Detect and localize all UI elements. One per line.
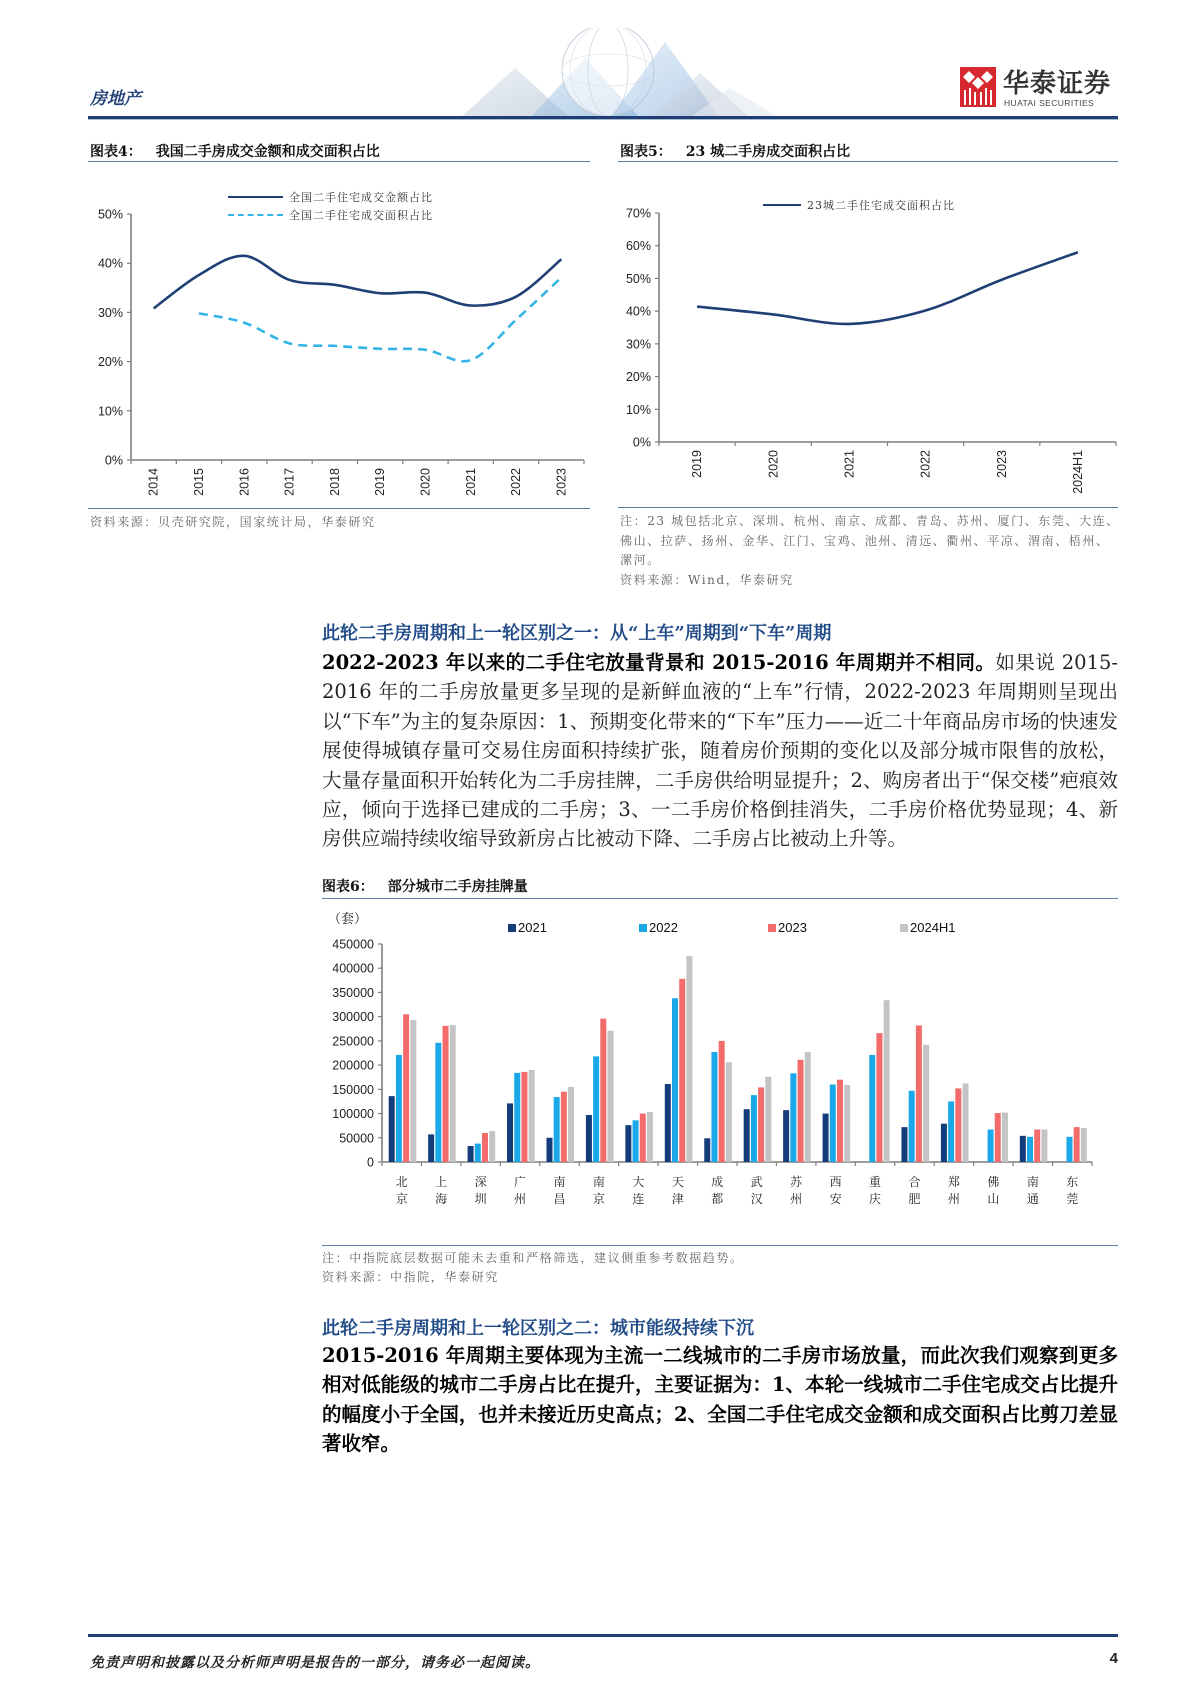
- x-category-label: 连: [632, 1192, 645, 1206]
- x-category-label: 京: [395, 1192, 408, 1206]
- bar: [884, 1000, 890, 1162]
- bar: [963, 1084, 969, 1162]
- bar: [428, 1134, 434, 1162]
- huatai-logo-icon: [960, 67, 996, 107]
- section1-heading: 此轮二手房周期和上一轮区别之一：从“上车”周期到“下车”周期: [322, 623, 832, 644]
- section1-body-text: 如果说 2015-2016 年的二手房放量更多呈现的是新鲜血液的“上车”行情，2022-2023 年周期则呈现出以“下车”为主的复杂原因：1、预期变化带来的“下车”压力——近二十年商品房市场的快速发展使得城镇存量可交易住房面积持续扩张，随着房价预期的变化以及部分城市限售的放松，大量存量面积开始转化为二手房挂牌，二手房供给明显提升；2、购房者出于“保交楼”疤痕效应，倾向于选择已建成的二手房；3、一二手房价格倒挂消失，二手房价格优势显现；4、新房供应端持续收缩导致新房占比被动下降、二手房占比被动上升等。: [322, 651, 1118, 851]
- bar: [489, 1131, 495, 1162]
- x-category-label: 南: [1026, 1175, 1039, 1189]
- legend-swatch-icon: [900, 924, 908, 932]
- bar: [823, 1114, 829, 1162]
- bar: [450, 1025, 456, 1162]
- y-tick-label: 10%: [97, 404, 123, 419]
- bar: [923, 1045, 929, 1162]
- y-tick-label: 350000: [332, 985, 374, 1000]
- bar: [726, 1062, 732, 1162]
- y-tick-label: 0%: [632, 435, 651, 450]
- x-category-label: 2021: [842, 450, 857, 478]
- x-category-label: 郑: [947, 1175, 960, 1189]
- y-tick-label: 50%: [625, 271, 651, 286]
- section2-heading: 此轮二手房周期和上一轮区别之二：城市能级持续下沉: [322, 1318, 754, 1339]
- x-category-label: 2015: [191, 468, 206, 496]
- x-category-label: 南: [553, 1175, 566, 1189]
- brand-name-cn: 华泰证券: [1003, 69, 1112, 99]
- x-category-label: 上: [435, 1175, 448, 1189]
- figure6-legend-2021: [508, 920, 547, 935]
- y-tick-label: 60%: [625, 239, 651, 254]
- x-category-label: 北: [395, 1175, 408, 1189]
- bar: [744, 1109, 750, 1162]
- bar: [435, 1043, 441, 1162]
- x-category-label: 2024H1: [1070, 450, 1085, 494]
- x-category-label: 汉: [750, 1192, 763, 1206]
- y-tick-label: 150000: [332, 1082, 374, 1097]
- bar: [561, 1092, 567, 1162]
- bar: [1002, 1113, 1008, 1162]
- bar: [686, 956, 692, 1162]
- figure5-source: 资料来源：Wind，华泰研究: [620, 573, 794, 587]
- y-tick-label: 70%: [625, 206, 651, 221]
- bar: [909, 1091, 915, 1162]
- x-category-label: 山: [987, 1192, 1000, 1206]
- x-category-label: 州: [947, 1192, 960, 1206]
- bar: [554, 1097, 560, 1162]
- y-tick-label: 40%: [625, 304, 651, 319]
- bar: [1081, 1128, 1087, 1162]
- x-category-label: 2019: [373, 468, 388, 496]
- x-category-label: 重: [869, 1175, 882, 1189]
- bar: [869, 1055, 875, 1162]
- bar: [805, 1052, 811, 1162]
- x-category-label: 2022: [509, 468, 524, 496]
- bar: [640, 1114, 646, 1162]
- x-category-label: 合: [908, 1175, 921, 1189]
- bar: [507, 1103, 513, 1162]
- figure5-title-text: 23 城二手房成交面积占比: [685, 144, 851, 160]
- figure4-title-text: 我国二手房成交金额和成交面积占比: [155, 144, 380, 160]
- legend-label: 2022: [649, 920, 678, 935]
- bar: [1066, 1137, 1072, 1162]
- x-category-label: 津: [671, 1192, 684, 1206]
- bar: [1074, 1127, 1080, 1162]
- figure5-line-chart: [618, 168, 1118, 506]
- bar: [901, 1127, 907, 1162]
- bar: [546, 1138, 552, 1162]
- y-tick-label: 30%: [97, 305, 123, 320]
- bar: [790, 1073, 796, 1162]
- page-number: 4: [1109, 1650, 1118, 1667]
- x-category-label: 深: [474, 1175, 487, 1189]
- y-tick-label: 100000: [332, 1107, 374, 1122]
- figure6-unit-label: （套）: [328, 912, 368, 927]
- x-category-label: 大: [632, 1175, 645, 1189]
- bar: [988, 1130, 994, 1162]
- figure6-source: 资料来源：中指院，华泰研究: [322, 1270, 499, 1284]
- bar: [468, 1146, 474, 1162]
- y-tick-label: 50%: [97, 207, 123, 222]
- figure4-title-rule: [88, 161, 590, 162]
- bar: [608, 1031, 614, 1162]
- bar: [711, 1052, 717, 1162]
- bar: [593, 1056, 599, 1162]
- x-category-label: 2023: [994, 450, 1009, 478]
- bar: [751, 1095, 757, 1162]
- figure4-title: [90, 141, 380, 161]
- bar: [916, 1025, 922, 1162]
- y-tick-label: 40%: [97, 256, 123, 271]
- y-tick-label: 20%: [625, 370, 651, 385]
- bar: [948, 1101, 954, 1162]
- x-category-label: 成: [711, 1175, 724, 1189]
- legend-label: 2024H1: [910, 920, 956, 935]
- footer-disclaimer: 免责声明和披露以及分析师声明是报告的一部分，请务必一起阅读。: [90, 1655, 540, 1671]
- bar: [625, 1125, 631, 1162]
- bar: [600, 1019, 606, 1162]
- bar: [995, 1113, 1001, 1162]
- x-category-label: 京: [592, 1192, 605, 1206]
- bar: [758, 1087, 764, 1162]
- bar: [410, 1020, 416, 1162]
- figure6-bar-chart: [322, 936, 1118, 1208]
- y-tick-label: 0%: [104, 453, 123, 468]
- x-category-label: 州: [790, 1192, 803, 1206]
- bar: [941, 1124, 947, 1162]
- bar: [1027, 1137, 1033, 1162]
- figure5-label: 图表5：: [620, 144, 672, 160]
- figure6-note: 注：中指院底层数据可能未去重和严格筛选，建议侧重参考数据趋势。: [322, 1251, 744, 1265]
- figure5-note: 注：23 城包括北京、深圳、杭州、南京、成都、青岛、苏州、厦门、东莞、大连、佛山、拉萨、扬州、金华、江门、宝鸡、池州、清远、衢州、平凉、渭南、梧州、漯河。: [620, 514, 1120, 567]
- figure6-title-text: 部分城市二手房挂牌量: [387, 879, 528, 895]
- x-category-label: 海: [435, 1192, 448, 1206]
- bar: [396, 1055, 402, 1162]
- bar: [586, 1115, 592, 1162]
- y-tick-label: 30%: [625, 337, 651, 352]
- y-tick-label: 20%: [97, 355, 123, 370]
- figure5-bottom-rule: [618, 507, 1118, 508]
- figure6-label: 图表6：: [322, 879, 374, 895]
- x-category-label: 佛: [987, 1175, 1000, 1189]
- x-category-label: 西: [829, 1175, 842, 1189]
- y-tick-label: 0: [367, 1155, 374, 1170]
- figure4-source: 资料来源：贝壳研究院，国家统计局，华泰研究: [90, 515, 376, 529]
- bar: [475, 1144, 481, 1162]
- x-category-label: 东: [1066, 1175, 1079, 1189]
- x-category-label: 2020: [418, 468, 433, 496]
- x-category-label: 圳: [474, 1192, 487, 1206]
- x-category-label: 庆: [869, 1192, 882, 1206]
- section1-paragraph: [322, 648, 1118, 854]
- header-rule: [88, 116, 1118, 119]
- figure6-title: [322, 876, 528, 896]
- bar: [798, 1060, 804, 1162]
- x-category-label: 2023: [554, 468, 569, 496]
- bar: [704, 1138, 710, 1162]
- bar: [719, 1041, 725, 1162]
- x-category-label: 2016: [237, 468, 252, 496]
- y-tick-label: 10%: [625, 402, 651, 417]
- x-category-label: 2014: [146, 468, 161, 496]
- bar: [482, 1133, 488, 1162]
- x-category-label: 2018: [327, 468, 342, 496]
- y-tick-label: 300000: [332, 1010, 374, 1025]
- legend-swatch-icon: [508, 924, 516, 932]
- x-category-label: 苏: [790, 1175, 803, 1189]
- figure6-title-rule: [322, 898, 1118, 899]
- y-tick-label: 50000: [339, 1131, 374, 1146]
- bar: [514, 1073, 520, 1162]
- x-category-label: 2020: [766, 450, 781, 478]
- bar: [672, 998, 678, 1162]
- bar: [521, 1072, 527, 1162]
- y-tick-label: 200000: [332, 1058, 374, 1073]
- bar: [665, 1084, 671, 1162]
- x-category-label: 广: [514, 1175, 527, 1189]
- bar: [844, 1085, 850, 1162]
- bar: [443, 1026, 449, 1162]
- section1-lead-sentence: 2022-2023 年以来的二手住宅放量背景和 2015-2016 年周期并不相同。: [322, 651, 996, 674]
- solid-series-line: [697, 252, 1078, 324]
- bar: [389, 1096, 395, 1162]
- bar: [647, 1112, 653, 1162]
- figure6-legend-2024h1: [900, 920, 956, 935]
- globe-decoration-icon: [460, 28, 790, 118]
- y-tick-label: 400000: [332, 961, 374, 976]
- figure4-bottom-rule: [88, 508, 590, 509]
- bar: [1020, 1136, 1026, 1162]
- figure4-line-chart: [88, 168, 590, 506]
- x-category-label: 昌: [553, 1192, 566, 1206]
- y-tick-label: 450000: [332, 937, 374, 952]
- figure6-legend-2023: [768, 920, 807, 935]
- x-category-label: 南: [592, 1175, 605, 1189]
- bar: [529, 1070, 535, 1162]
- legend-label: 2023: [778, 920, 807, 935]
- bar: [876, 1033, 882, 1162]
- x-category-label: 2021: [463, 468, 478, 496]
- y-tick-label: 250000: [332, 1034, 374, 1049]
- bar: [679, 979, 685, 1162]
- x-category-label: 通: [1026, 1192, 1039, 1206]
- x-category-label: 2017: [282, 468, 297, 496]
- bar: [765, 1077, 771, 1162]
- bar: [837, 1080, 843, 1162]
- bar: [1034, 1130, 1040, 1162]
- x-category-label: 武: [750, 1175, 763, 1189]
- bar: [633, 1120, 639, 1162]
- figure4-label: 图表4：: [90, 144, 142, 160]
- x-category-label: 都: [711, 1192, 724, 1206]
- figure6-bottom-rule: [322, 1245, 1118, 1246]
- dashed-series-line: [199, 277, 561, 361]
- legend-label: 23城二手住宅成交面积占比: [807, 199, 955, 212]
- figure5-title: [620, 141, 850, 161]
- footer-rule: [88, 1634, 1118, 1637]
- legend-label: 全国二手住宅成交面积占比: [289, 209, 433, 222]
- legend-label: 2021: [518, 920, 547, 935]
- brand-name-en: HUATAI SECURITIES: [1004, 98, 1095, 108]
- section2-paragraph: 2015-2016 年周期主要体现为主流一二线城市的二手房市场放量，而此次我们观察到更多相对低能级的城市二手房占比在提升，主要证据为：1、本轮一线城市二手住宅成交占比提升的幅度小于全国，也并未接近历史高点；2、全国二手住宅成交金额和成交面积占比剪刀差显著收窄。: [322, 1344, 1118, 1456]
- solid-series-line: [154, 256, 562, 309]
- section-label: 房地产: [90, 89, 141, 109]
- bar: [568, 1087, 574, 1162]
- bar: [955, 1088, 961, 1162]
- x-category-label: 肥: [908, 1192, 921, 1206]
- bar: [783, 1110, 789, 1162]
- legend-swatch-icon: [768, 924, 776, 932]
- bar: [830, 1084, 836, 1162]
- x-category-label: 天: [671, 1175, 684, 1189]
- bar: [403, 1014, 409, 1162]
- legend-swatch-icon: [639, 924, 647, 932]
- x-category-label: 2019: [690, 450, 705, 478]
- x-category-label: 安: [829, 1192, 842, 1206]
- x-category-label: 州: [514, 1192, 527, 1206]
- legend-label: 全国二手住宅成交金额占比: [289, 191, 433, 204]
- x-category-label: 2022: [918, 450, 933, 478]
- bar: [1041, 1130, 1047, 1162]
- figure6-legend-2022: [639, 920, 678, 935]
- figure5-title-rule: [618, 161, 1118, 162]
- x-category-label: 莞: [1066, 1192, 1079, 1206]
